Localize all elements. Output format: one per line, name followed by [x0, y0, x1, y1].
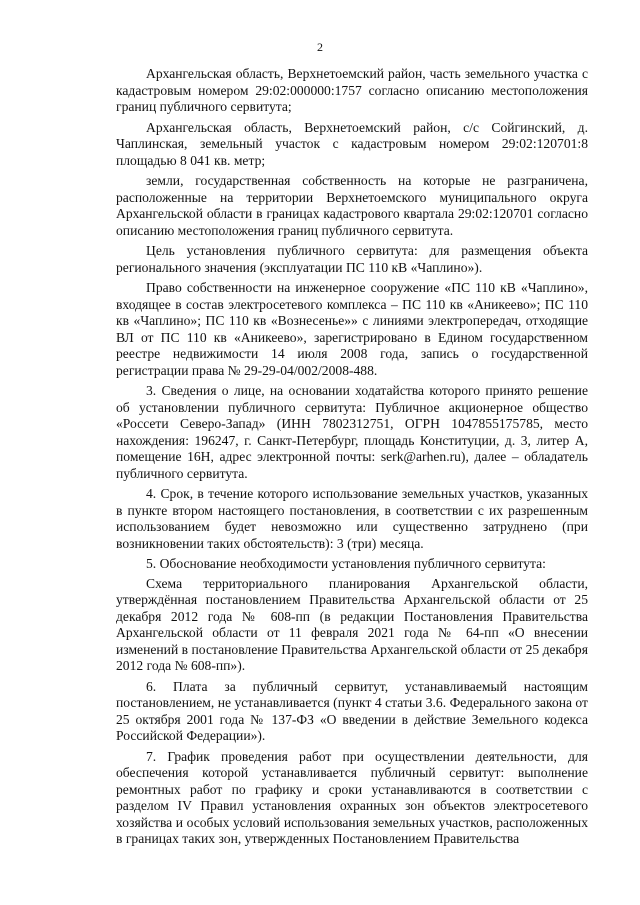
document-body — [116, 66, 588, 852]
paragraph-term: 4. Срок, в течение которого использование земельных участков, указанных в пункте втором настоящего постановления, в соответствии с их разрешенным использованием будет невозможно или существенно затруднено (при возникновении таких обстоятельств): 3 (три) месяца. — [116, 486, 588, 551]
paragraph-ownership-right: Право собственности на инженерное сооружение «ПС 110 кВ «Чаплино», входящее в состав электросетевого комплекса – ПС 110 кв «Аникеево»; ПС 110 кв «Чаплино»; ПС 110 кв «Вознесенье»» с линиями электропередач, отходящие ВЛ от ПС 110 кв «Аникеево», зарегистрировано в Едином государственном реестре недвижимости 14 июля 2008 года, запись о государственной регистрации права № 29-29-04/002/2008-488. — [116, 280, 588, 378]
paragraph-justification-heading: 5. Обоснование необходимости установления публичного сервитута: — [146, 556, 546, 571]
paragraph-location-2: Архангельская область, Верхнетоемский район, с/с Сойгинский, д. Чаплинская, земельный участок с кадастровым номером 29:02:120701:8 площадью 8 041 кв. метр; — [116, 119, 588, 168]
page-number: 2 — [317, 40, 323, 54]
paragraph-location-3: земли, государственная собственность на которые не разграничена, расположенные на территории Верхнетоемского муниципального округа Архангельской области в границах кадастрового квартала 29:02:120701 согласно описанию местоположения границ публичного сервитута. — [116, 173, 588, 238]
paragraph-location-1: Архангельская область, Верхнетоемский район, часть земельного участка с кадастровым номером 29:02:000000:1757 согласно описанию местоположения границ публичного сервитута; — [116, 66, 588, 114]
paragraph-servitude-purpose: Цель установления публичного сервитута: для размещения объекта регионального значения (эксплуатации ПС 110 кВ «Чаплино»). — [116, 243, 588, 275]
paragraph-applicant-info: 3. Сведения о лице, на основании ходатайства которого принято решение об установлении публичного сервитута: Публичное акционерное общество «Россети Северо-Запад» (ИНН 7802312751, ОГРН 1047855175785, место нахождения: 196247, г. Санкт-Петербург, площадь Конституции, д. 3, литер А, помещение 16Н, адрес электронной почты: serk@arhen.ru), далее – обладатель публичного сервитута. — [116, 383, 588, 481]
paragraph-servitude-fee: 6. Плата за публичный сервитут, устанавливаемый настоящим постановлением, не устанавливается (пункт 4 статьи 3.6. Федерального закона от 25 октября 2001 года № 137-ФЗ «О введении в действие Земельного кодекса Российской Федерации»). — [116, 678, 588, 743]
paragraph-work-schedule: 7. График проведения работ при осуществлении деятельности, для обеспечения которой устанавливается публичный сервитут: выполнение ремонтных работ по графику и сроки устанавливаются в соответствии с разделом IV Правил установления охранных зон объектов электросетевого хозяйства и особых условий использования земельных участков, расположенных в границах таких зон, утвержденных Постановлением Правительства — [116, 748, 588, 846]
paragraph-justification-scheme: Схема территориального планирования Архангельской области, утверждённая постановлением Правительства Архангельской области от 25 декабря 2012 года № 608-пп (в редакции Постановления Правительства Архангельской области от 11 февраля 2021 года № 64-пп «О внесении изменений в постановление Правительства Архангельской области от 25 декабря 2012 года № 608-пп»). — [116, 575, 588, 673]
